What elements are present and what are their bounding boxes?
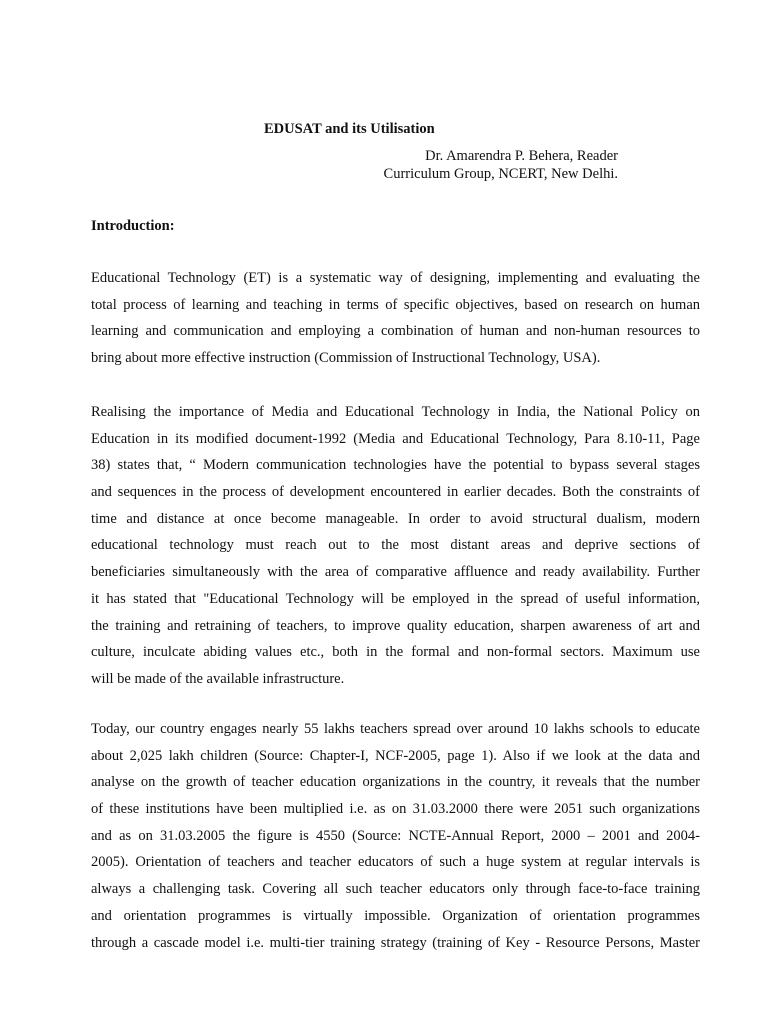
paragraph-3: [91, 716, 700, 956]
text-line: and orientation programmes is virtually impossible. Organization of orientation programmes: [91, 907, 700, 924]
paragraph-2: [91, 399, 700, 693]
text-line: Today, our country engages nearly 55 lakhs teachers spread over around 10 lakhs schools to educate: [91, 721, 700, 737]
text-line: Realising the importance of Media and Educational Technology in India, the National Policy on: [91, 404, 700, 420]
author-block: [384, 147, 618, 183]
text-line: educational technology must reach out to the most distant areas and deprive sections of: [91, 537, 700, 554]
text-line: beneficiaries simultaneously with the area of comparative affluence and ready availability. Further: [91, 564, 700, 581]
text-line: culture, inculcate abiding values etc., both in the formal and non-formal sectors. Maximum use: [91, 644, 700, 661]
text-line: 38) states that, “ Modern communication technologies have the potential to bypass several stages: [91, 457, 700, 474]
section-heading-introduction: Introduction:: [91, 218, 175, 234]
text-line: through a cascade model i.e. multi-tier training strategy (training of Key - Resource Persons, Master: [91, 934, 700, 951]
text-line: and sequences in the process of development encountered in earlier decades. Both the constraints of: [91, 484, 700, 501]
text-line: total process of learning and teaching in terms of specific objectives, based on research on human: [91, 296, 700, 313]
text-line: Educational Technology (ET) is a systematic way of designing, implementing and evaluating the: [91, 270, 700, 286]
author-affiliation-line: Curriculum Group, NCERT, New Delhi.: [383, 166, 618, 182]
text-line: of these institutions have been multiplied i.e. as on 31.03.2000 there were 2051 such organizations: [91, 801, 700, 818]
text-line: analyse on the growth of teacher education organizations in the country, it reveals that the number: [91, 774, 700, 791]
text-line: and as on 31.03.2005 the figure is 4550 (Source: NCTE-Annual Report, 2000 – 2001 and 2004-: [91, 827, 700, 844]
text-line: about 2,025 lakh children (Source: Chapter-I, NCF-2005, page 1). Also if we look at the data and: [91, 747, 700, 764]
text-line: 2005). Orientation of teachers and teacher educators of such a huge system at regular intervals is: [91, 854, 700, 871]
author-name-line: Dr. Amarendra P. Behera, Reader: [425, 148, 618, 164]
text-line: will be made of the available infrastructure.: [91, 670, 345, 687]
text-line: always a challenging task. Covering all such teacher educators only through face-to-face training: [91, 881, 700, 898]
text-line: bring about more effective instruction (Commission of Instructional Technology, USA).: [91, 350, 601, 367]
document-title: EDUSAT and its Utilisation: [264, 121, 435, 137]
text-line: it has stated that "Educational Technology will be employed in the spread of useful information,: [91, 590, 700, 607]
paragraph-1: [91, 265, 700, 372]
text-line: time and distance at once become manageable. In order to avoid structural dualism, modern: [91, 510, 700, 527]
text-line: the training and retraining of teachers, to improve quality education, sharpen awareness of art and: [91, 617, 700, 634]
text-line: learning and communication and employing a combination of human and non-human resources to: [91, 323, 700, 340]
text-line: Education in its modified document-1992 (Media and Educational Technology, Para 8.10-11, Page: [91, 430, 700, 447]
